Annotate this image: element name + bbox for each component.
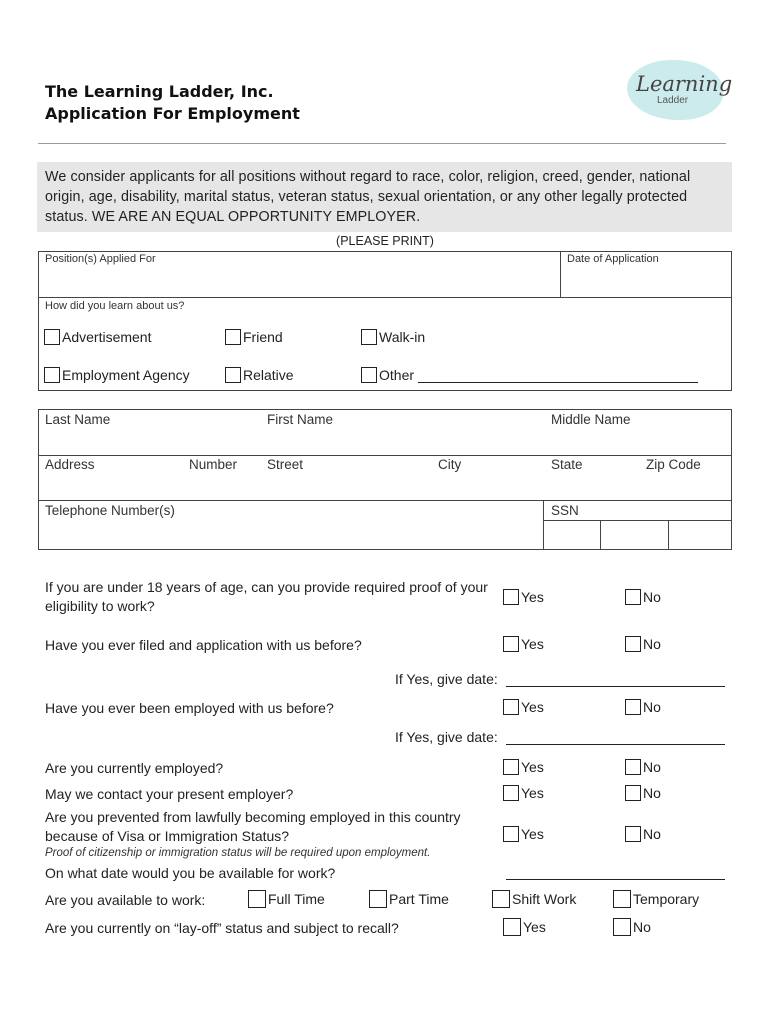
filed-before-date-label: If Yes, give date: — [395, 671, 498, 687]
learn-about-label: How did you learn about us? — [45, 300, 185, 312]
question-availability: Are you available to work: — [45, 892, 206, 908]
currently-employed-yes-checkbox[interactable] — [503, 759, 519, 775]
employment-agency-option[interactable]: Employment Agency — [44, 367, 190, 383]
under-18-no-checkbox[interactable] — [625, 589, 641, 605]
address-divider — [38, 500, 732, 501]
temporary-option[interactable]: Temporary — [613, 890, 699, 908]
question-under-18: If you are under 18 years of age, can you provide required proof of your eligibility to work? — [45, 579, 488, 614]
name-fields[interactable] — [45, 430, 725, 452]
eeo-notice-text: We consider applicants for all positions without regard to race, color, religion, creed, gender, national origin, age, disability, marital status, veteran status, sexual orientation, or any other legally protected status. WE ARE AN EQUAL OPPORTUNITY EMPLOYER. — [45, 169, 691, 225]
street-label: Street — [267, 457, 304, 472]
name-divider — [38, 455, 732, 456]
lay-off-yes[interactable]: Yes — [503, 918, 546, 936]
position-divider — [38, 297, 732, 298]
ssn-divider — [543, 520, 732, 521]
question-available-date: On what date would you be available for work? — [45, 865, 336, 881]
proof-citizenship-note: Proof of citizenship or immigration status will be required upon employment. — [45, 847, 431, 859]
advertisement-checkbox[interactable] — [44, 329, 60, 345]
question-contact-employer: May we contact your present employer? — [45, 786, 294, 802]
walk-in-checkbox[interactable] — [361, 329, 377, 345]
ssn-field[interactable] — [546, 522, 730, 548]
friend-option[interactable]: Friend — [225, 329, 283, 345]
company-name: The Learning Ladder, Inc. — [45, 82, 274, 101]
last-name-label: Last Name — [45, 412, 111, 427]
question-employed-before: Have you ever been employed with us before? — [45, 700, 334, 716]
please-print-label: (PLEASE PRINT) — [336, 234, 434, 248]
other-checkbox[interactable] — [361, 367, 377, 383]
question-currently-employed: Are you currently employed? — [45, 760, 224, 776]
visa-status-no[interactable]: No — [625, 826, 661, 842]
full-time-option[interactable]: Full Time — [248, 890, 325, 908]
filed-before-yes[interactable]: Yes — [503, 636, 544, 652]
form-title: Application For Employment — [45, 104, 300, 123]
under-18-no[interactable]: No — [625, 589, 661, 605]
visa-status-yes[interactable]: Yes — [503, 826, 544, 842]
zip-code-label: Zip Code — [646, 457, 701, 472]
employed-before-date-label: If Yes, give date: — [395, 729, 498, 745]
full-time-checkbox[interactable] — [248, 890, 266, 908]
under-18-yes-checkbox[interactable] — [503, 589, 519, 605]
part-time-option[interactable]: Part Time — [369, 890, 449, 908]
currently-employed-no[interactable]: No — [625, 759, 661, 775]
contact-employer-yes-checkbox[interactable] — [503, 785, 519, 801]
employed-before-date-line[interactable] — [506, 744, 725, 745]
logo-subtext: Ladder — [657, 95, 689, 106]
contact-employer-no[interactable]: No — [625, 785, 661, 801]
contact-employer-yes[interactable]: Yes — [503, 785, 544, 801]
contact-employer-no-checkbox[interactable] — [625, 785, 641, 801]
temporary-checkbox[interactable] — [613, 890, 631, 908]
address-fields[interactable] — [45, 475, 725, 497]
advertisement-option[interactable]: Advertisement — [44, 329, 151, 345]
other-option[interactable]: Other — [361, 367, 414, 383]
lay-off-no[interactable]: No — [613, 918, 651, 936]
currently-employed-yes[interactable]: Yes — [503, 759, 544, 775]
part-time-checkbox[interactable] — [369, 890, 387, 908]
currently-employed-no-checkbox[interactable] — [625, 759, 641, 775]
visa-status-yes-checkbox[interactable] — [503, 826, 519, 842]
question-visa-status: Are you prevented from lawfully becoming employed in this country because of Visa or Immigration Status? — [45, 809, 461, 844]
position-applied-field[interactable] — [45, 268, 553, 294]
employed-before-yes[interactable]: Yes — [503, 699, 544, 715]
address-label: Address — [45, 457, 95, 472]
walk-in-option[interactable]: Walk-in — [361, 329, 425, 345]
friend-checkbox[interactable] — [225, 329, 241, 345]
first-name-label: First Name — [267, 412, 334, 427]
shift-work-checkbox[interactable] — [492, 890, 510, 908]
telephone-label: Telephone Number(s) — [45, 503, 175, 518]
available-date-line[interactable] — [506, 879, 725, 880]
employment-agency-checkbox[interactable] — [44, 367, 60, 383]
date-of-application-field[interactable] — [566, 268, 726, 294]
employed-before-no-checkbox[interactable] — [625, 699, 641, 715]
date-divider — [560, 251, 561, 298]
ssn-label: SSN — [551, 503, 579, 518]
middle-name-label: Middle Name — [551, 412, 631, 427]
telephone-field[interactable] — [45, 522, 535, 546]
shift-work-option[interactable]: Shift Work — [492, 890, 576, 908]
header-divider — [38, 143, 726, 144]
question-filed-before: Have you ever filed and application with us before? — [45, 637, 362, 653]
relative-checkbox[interactable] — [225, 367, 241, 383]
state-label: State — [551, 457, 583, 472]
filed-before-no-checkbox[interactable] — [625, 636, 641, 652]
position-applied-label: Position(s) Applied For — [45, 253, 156, 265]
question-lay-off: Are you currently on “lay-off” status and subject to recall? — [45, 920, 399, 936]
eeo-notice — [37, 162, 732, 232]
under-18-yes[interactable]: Yes — [503, 589, 544, 605]
city-label: City — [438, 457, 462, 472]
lay-off-yes-checkbox[interactable] — [503, 918, 521, 936]
filed-before-no[interactable]: No — [625, 636, 661, 652]
number-label: Number — [189, 457, 238, 472]
logo-text: Learning — [636, 72, 733, 96]
filed-before-yes-checkbox[interactable] — [503, 636, 519, 652]
lay-off-no-checkbox[interactable] — [613, 918, 631, 936]
ssn-left-border — [543, 500, 544, 550]
visa-status-no-checkbox[interactable] — [625, 826, 641, 842]
date-of-application-label: Date of Application — [567, 253, 659, 265]
relative-option[interactable]: Relative — [225, 367, 294, 383]
employed-before-no[interactable]: No — [625, 699, 661, 715]
employed-before-yes-checkbox[interactable] — [503, 699, 519, 715]
other-input-line[interactable] — [418, 382, 698, 383]
filed-before-date-line[interactable] — [506, 686, 725, 687]
